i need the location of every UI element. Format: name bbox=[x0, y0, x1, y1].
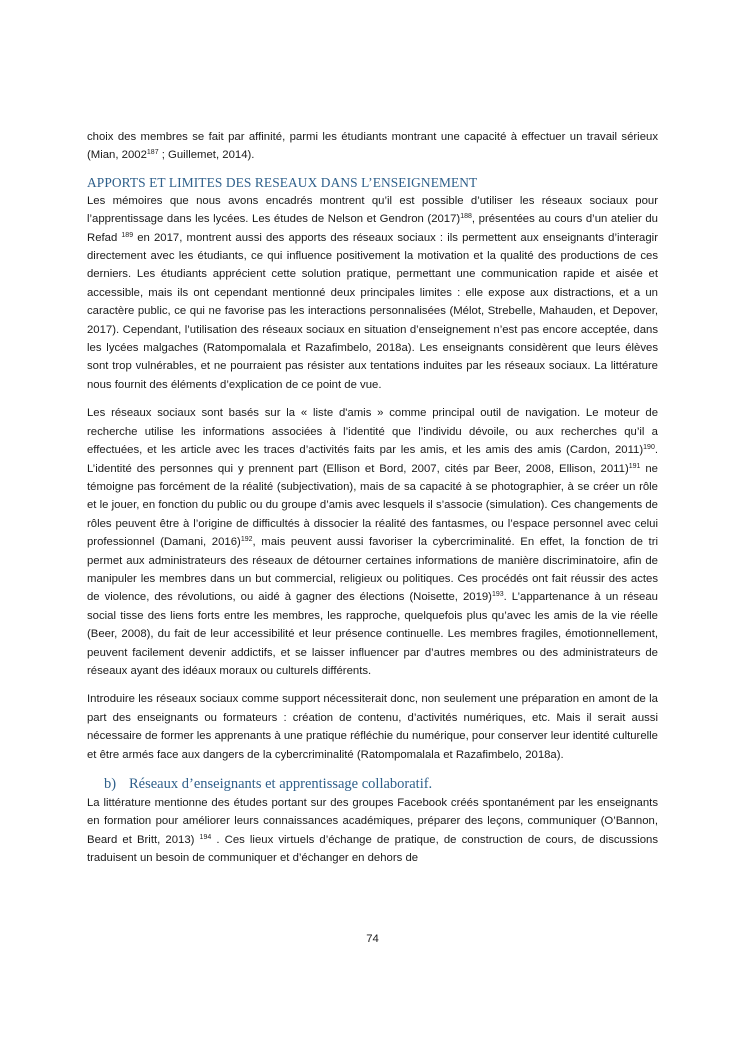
footnote-ref: 190 bbox=[643, 444, 655, 452]
paragraph-liste-amis bbox=[87, 404, 658, 680]
footnote-ref: 189 bbox=[121, 231, 134, 239]
paragraph-text: Les réseaux sociaux sont basés sur la « liste d'amis » comme principal outil de navigation. Le moteur de recherche utilise les informations associées à l’identité que l’individu dévoile, ou aux recherches qu’il a effectuées, et les article avec les traces d’activités faits par les amis, et les amis des amis (Cardon, 2011) bbox=[87, 407, 658, 457]
paragraph-text: . Ces lieux virtuels d’échange de pratique, de construction de cours, de discussions traduisent un besoin de communiquer et d’échanger en dehors de bbox=[87, 833, 659, 865]
paragraph-text: . L’appartenance à un réseau social tisse des liens forts entre les membres, les rapproche, quelquefois plus qu’avec les amis de la vie réelle (Beer, 2008), du fait de leur accessibilité et leur présence continuelle. Les membres fragiles, émotionnellement, peuvent facilement devenir addictifs, et se laisser influencer par d’autres membres ou des administrateurs de réseaux ayant des idéaux moraux ou culturels différents. bbox=[87, 591, 658, 677]
footnote-ref: 191 bbox=[628, 462, 641, 470]
intro-paragraph bbox=[87, 128, 658, 165]
footnote-ref: 187 bbox=[146, 149, 159, 157]
paragraph-litterature bbox=[87, 794, 658, 868]
paragraph-introduire bbox=[87, 690, 658, 764]
section-heading-apports: APPORTS ET LIMITES DES RESEAUX DANS L’ENSEIGNEMENT bbox=[87, 174, 478, 190]
paragraph-apports bbox=[87, 192, 658, 394]
paragraph-text: Introduire les réseaux sociaux comme support nécessiterait donc, non seulement une préparation en amont de la part des enseignants ou formateurs : création de contenu, d’activités numériques, etc. Mais il serait aussi nécessaire de former les apprenants à une pratique réfléchie du numérique, pour conserver leur identité culturelle et être armés face aux dangers de la cybercriminalité (Ratompomalala et Razafimbelo, 2018a). bbox=[87, 693, 658, 761]
paragraph-text: en 2017, montrent aussi des apports des réseaux sociaux : ils permettent aux enseignants d’interagir directement avec les étudiants, ce qui influence positivement la motivation et la qualité des productions de ces derniers. Les étudiants apprécient cette solution pratique, permettant une communication rapide et aisée et accessible, mais ils ont cependant mentionné deux principales limites : elle expose aux distractions, et a un caractère public, ce qui ne favorise pas les interactions personnalisées (Mélot, Strebelle, Mahauden, et Depover, 2017). Cependant, l’utilisation des réseaux sociaux en situation d’enseignement n’est pas encore acceptée, dans les lycées malgaches (Ratompomalala et Razafimbelo, 2018a). Les enseignants considèrent que leurs élèves sont trop vulnérables, et ne pourraient pas résister aux tentations induites par les réseaux sociaux. La littérature nous fournit des éléments d’explication de ce point de vue. bbox=[87, 231, 658, 391]
paragraph-text: ne témoigne pas forcément de la réalité (subjectivation), mais de sa capacité à se photographier, à se créer un rôle et le jouer, en fonction du public ou du groupe d’amis avec lesquels il s’associe (simulation). Ces changements de rôles peuvent être à l’origine de difficultés à dissocier la réalité des fantasmes, ou l’espace personnel avec celui professionnel (Damani, 2016) bbox=[87, 462, 658, 549]
intro-text: choix des membres se fait par affinité, parmi les étudiants montrant une capacité à effectuer un travail sérieux (Mian, 2002 bbox=[87, 131, 658, 162]
paragraph-text: La littérature mentionne des études portant sur des groupes Facebook créés spontanément par les enseignants en formation pour améliorer leurs connaissances académiques, préparer des leçons, communiquer (O’Bannon, Beard et Britt, 2013) bbox=[87, 797, 658, 846]
page-number: 74 bbox=[366, 933, 379, 945]
footnote-ref: 194 bbox=[199, 833, 212, 841]
paragraph-text: , mais peuvent aussi favoriser la cybercriminalité. En effet, la fonction de tri permet aux administrateurs des réseaux de détourner certaines informations de manière discriminatoire, afin de manipuler les membres dans un but commercial, religieux ou politiques. Ces procédés ont fait réussir des actes de violence, des révolutions, ou aidé à gagner des élections (Noisette, 2019) bbox=[87, 536, 659, 604]
subsection-heading-reseaux bbox=[87, 775, 658, 794]
paragraph-text: Les mémoires que nous avons encadrés montrent qu’il est possible d’utiliser les réseaux sociaux pour l’apprentissage dans les lycées. Les études de Nelson et Gendron (2017) bbox=[87, 194, 658, 226]
subsection-title: Réseaux d’enseignants et apprentissage collaboratif. bbox=[129, 776, 433, 792]
subsection-number: b) bbox=[104, 776, 117, 792]
page-body bbox=[87, 128, 658, 868]
footnote-ref: 193 bbox=[491, 591, 504, 599]
paragraph-text: . L’identité des personnes qui y prennent part (Ellison et Bord, 2007, cités par Beer, 2008, Ellison, 2011) bbox=[87, 444, 658, 475]
paragraph-text: , présentées au cours d’un atelier du Refad bbox=[87, 213, 658, 244]
footnote-ref: 192 bbox=[240, 536, 253, 544]
intro-text: ; Guillemet, 2014). bbox=[158, 149, 255, 162]
footnote-ref: 188 bbox=[460, 213, 472, 221]
